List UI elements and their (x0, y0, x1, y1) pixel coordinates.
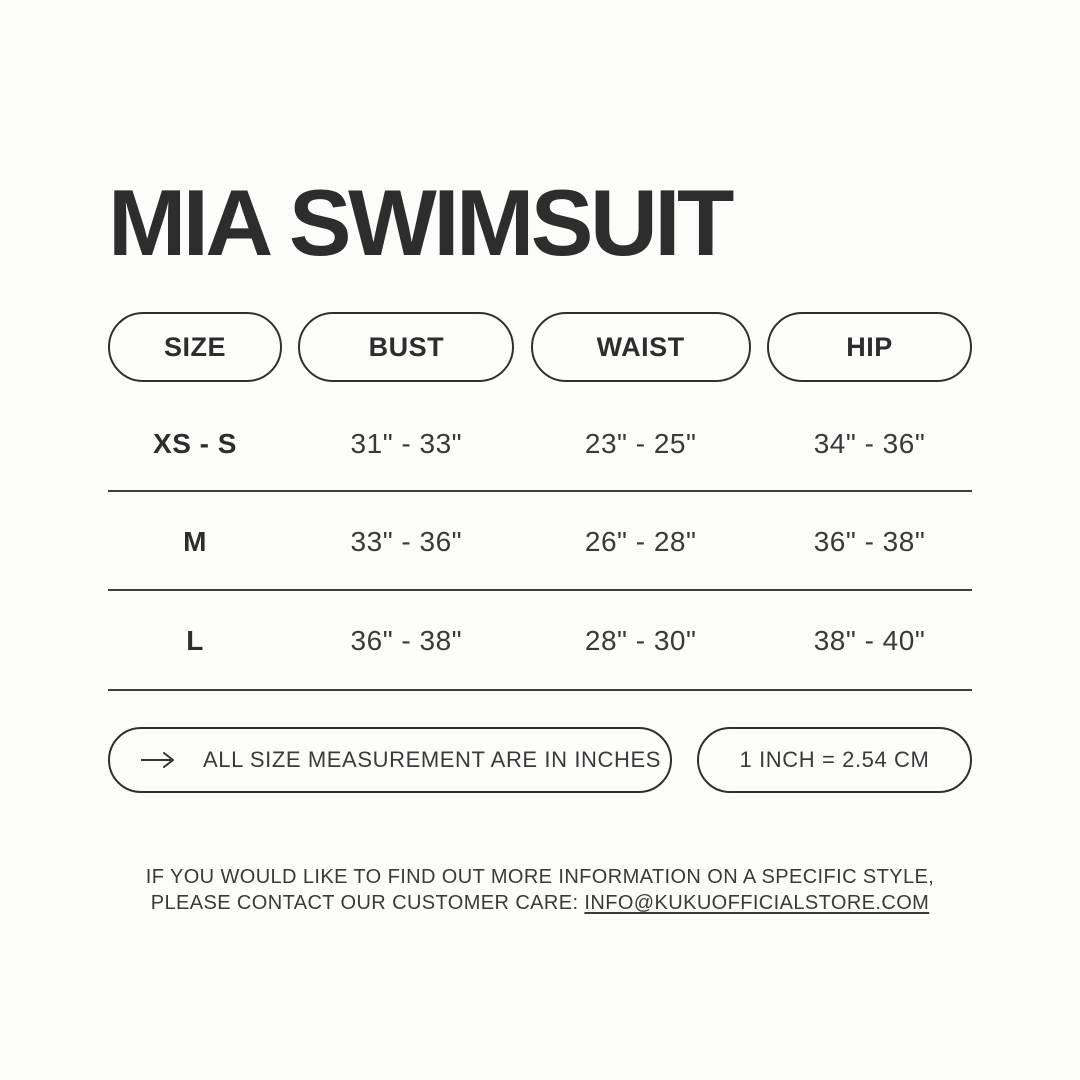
bust-value: 33" - 36" (350, 526, 463, 557)
waist-value: 28" - 30" (584, 625, 697, 656)
customer-care-email-link[interactable]: INFO@KUKUOFFICIALSTORE.COM (584, 892, 930, 914)
column-header-waist: WAIST (531, 312, 751, 382)
bust-value: 31" - 33" (350, 428, 463, 459)
size-label: M (183, 526, 207, 557)
hip-value: 38" - 40" (813, 625, 926, 656)
footer-contact-info (0, 864, 1080, 916)
hip-value: 34" - 36" (813, 428, 926, 459)
column-header-hip: HIP (767, 312, 972, 382)
footer-line-2 (0, 890, 1080, 916)
size-label: XS - S (153, 428, 237, 459)
footer-line-2-prefix: PLEASE CONTACT OUR CUSTOMER CARE: (150, 892, 585, 914)
column-header-row (108, 312, 972, 382)
row-divider (108, 689, 972, 691)
right-arrow-icon (140, 751, 176, 769)
waist-value: 26" - 28" (584, 526, 697, 557)
measurement-note-pill (108, 727, 672, 793)
row-divider (108, 589, 972, 591)
row-divider (108, 490, 972, 492)
conversion-note-pill (697, 727, 972, 793)
column-header-size: SIZE (108, 312, 282, 382)
measurement-note-text: ALL SIZE MEASUREMENT ARE IN INCHES (203, 747, 662, 772)
table-row (108, 396, 972, 492)
page-title: MIA SWIMSUIT (108, 170, 731, 275)
footer-line-1: IF YOU WOULD LIKE TO FIND OUT MORE INFORMATION ON A SPECIFIC STYLE, (145, 866, 935, 888)
table-row (108, 494, 972, 590)
hip-value: 36" - 38" (813, 526, 926, 557)
bust-value: 36" - 38" (350, 625, 463, 656)
table-row (108, 593, 972, 689)
column-header-bust: BUST (298, 312, 514, 382)
waist-value: 23" - 25" (584, 428, 697, 459)
conversion-note-text: 1 INCH = 2.54 CM (739, 747, 930, 772)
size-label: L (186, 625, 204, 656)
